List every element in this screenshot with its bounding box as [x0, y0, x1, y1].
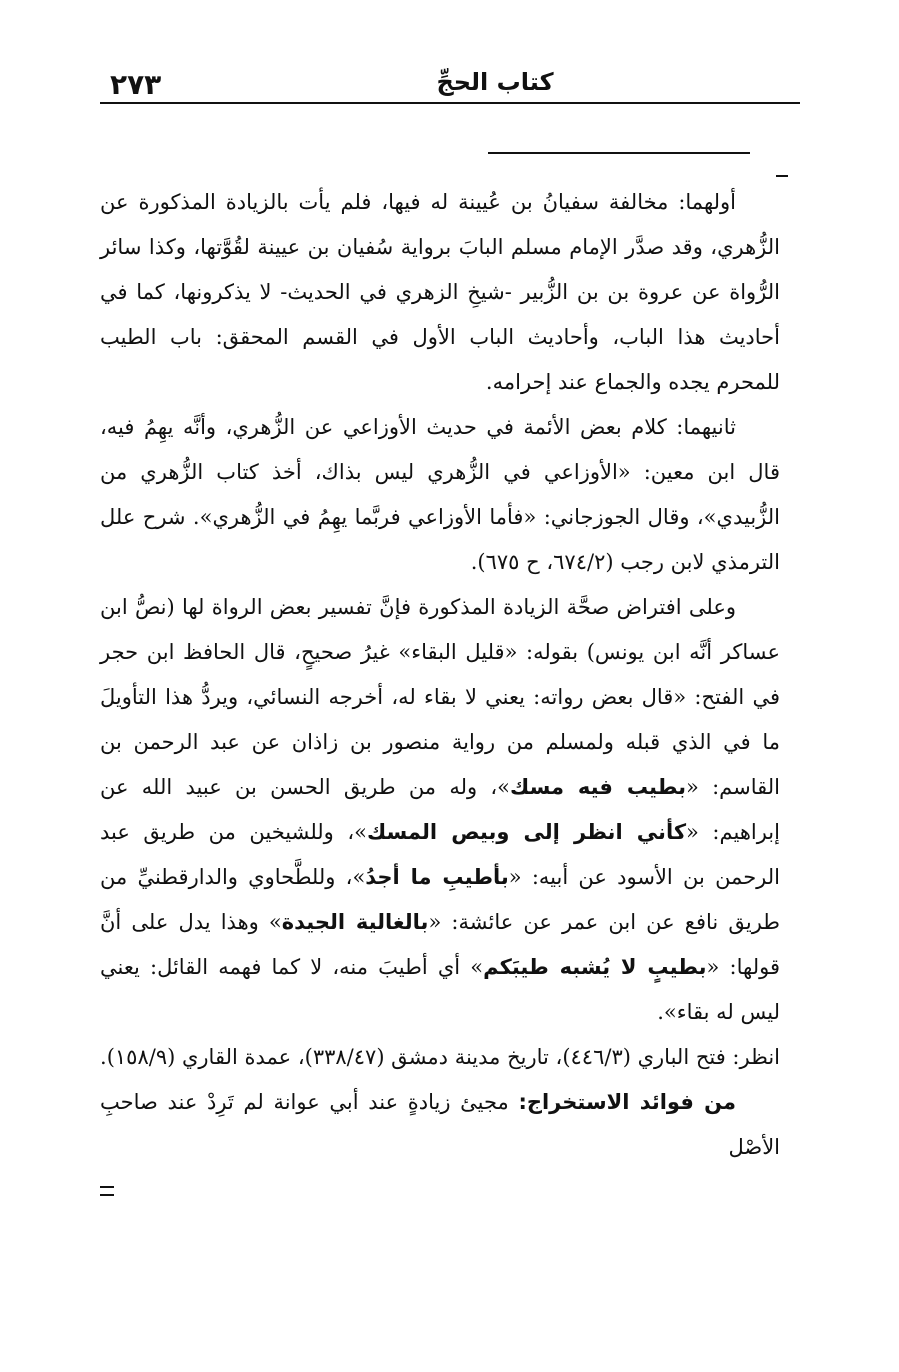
running-title: كتاب الحجِّ	[436, 68, 554, 96]
text-run: » أي أطيبَ منه، لا كما فهمه القائل: يعني ليس له بقاء».	[100, 955, 780, 1024]
continuation-mark-bottom	[100, 1186, 114, 1196]
footnote-paragraph-5	[100, 1080, 780, 1170]
text-run: » وهذا يدل على أنَّ قولها: «	[100, 910, 780, 979]
footnote-paragraph-4: انظر: فتح الباري (٤٤٦/٣)، تاريخ مدينة دمشق (٣٣٨/٤٧)، عمدة القاري (١٥٨/٩).	[100, 1045, 780, 1069]
footnote-text	[100, 180, 780, 1170]
footnote-paragraph-3	[100, 585, 780, 1035]
footnote-paragraph-1: أولهما: مخالفة سفيانُ بن عُيينة له فيها، فلم يأت بالزيادة المذكورة عن الزُّهري، وقد صدَّر الإمام مسلم البابَ برواية سُفيان بن عيينة لقُوَّتها، وكذا سائر الرُّواة عن عروة بن بن الزُّبير -شيخِ الزهري في الحديث- لا يذكرونها، كما في أحاديث هذا الباب، وأحاديث الباب الأول في القسم المحقق: باب الطيب للمحرم يجده والجماع عند إحرامه.	[100, 190, 780, 394]
bold-quote: بطيب فيه مسك	[510, 775, 686, 799]
bold-quote: بالغالية الجيدة	[281, 910, 429, 934]
page-number: ٢٧٣	[110, 68, 162, 101]
page-header	[100, 60, 800, 104]
footnote-separator	[488, 152, 750, 154]
bold-quote: كأني انظر إلى وبيص المسك	[366, 820, 687, 844]
text-run: »، وله من طريق الحسن بن عبيد الله عن إبراهيم: «	[100, 775, 780, 844]
section-label: من فوائد الاستخراج:	[518, 1090, 737, 1114]
continuation-mark-top	[776, 175, 788, 177]
text-run: »، وللطَّحاوي والدارقطنيِّ من طريق نافع عن ابن عمر عن عائشة: «	[100, 865, 781, 934]
bold-quote: بطيبٍ لا يُشبه طيبَكم	[483, 955, 707, 979]
text-run: وعلى افتراض صحَّة الزيادة المذكورة فإنَّ تفسير بعض الرواة لها (نصُّ ابن عساكر أنَّه ابن يونس) بقوله: «قليل البقاء» غيرُ صحيحٍ، قال الحافظ ابن حجر في الفتح: «قال بعض رواته: يعني لا بقاء له، أخرجه النسائي، ويردُّ هذا التأويلَ ما في الذي قبله ولمسلم من رواية منصور بن زاذان عن عبد الرحمن بن القاسم: «	[100, 595, 781, 799]
text-run: »، وللشيخين من طريق عبد الرحمن بن الأسود عن أبيه: «	[100, 820, 780, 889]
bold-quote: بأطيبِ ما أجدُ	[365, 865, 509, 889]
footnote-paragraph-2: ثانيهما: كلام بعض الأئمة في حديث الأوزاعي عن الزُّهري، وأنَّه يهِمُ فيه، قال ابن معين: «الأوزاعي في الزُّهري ليس بذاك، أخذ كتاب الزُّهري من الزُّبيدي»، وقال الجوزجاني: «فأما الأوزاعي فربَّما يهِمُ في الزُّهري». شرح علل الترمذي لابن رجب (٦٧٤/٢، ح ٦٧٥).	[100, 415, 780, 574]
text-run: مجيئ زيادةٍ عند أبي عوانة لم تَرِدْ عند صاحبِ الأصْل	[100, 1090, 780, 1159]
header-rule	[100, 102, 800, 104]
